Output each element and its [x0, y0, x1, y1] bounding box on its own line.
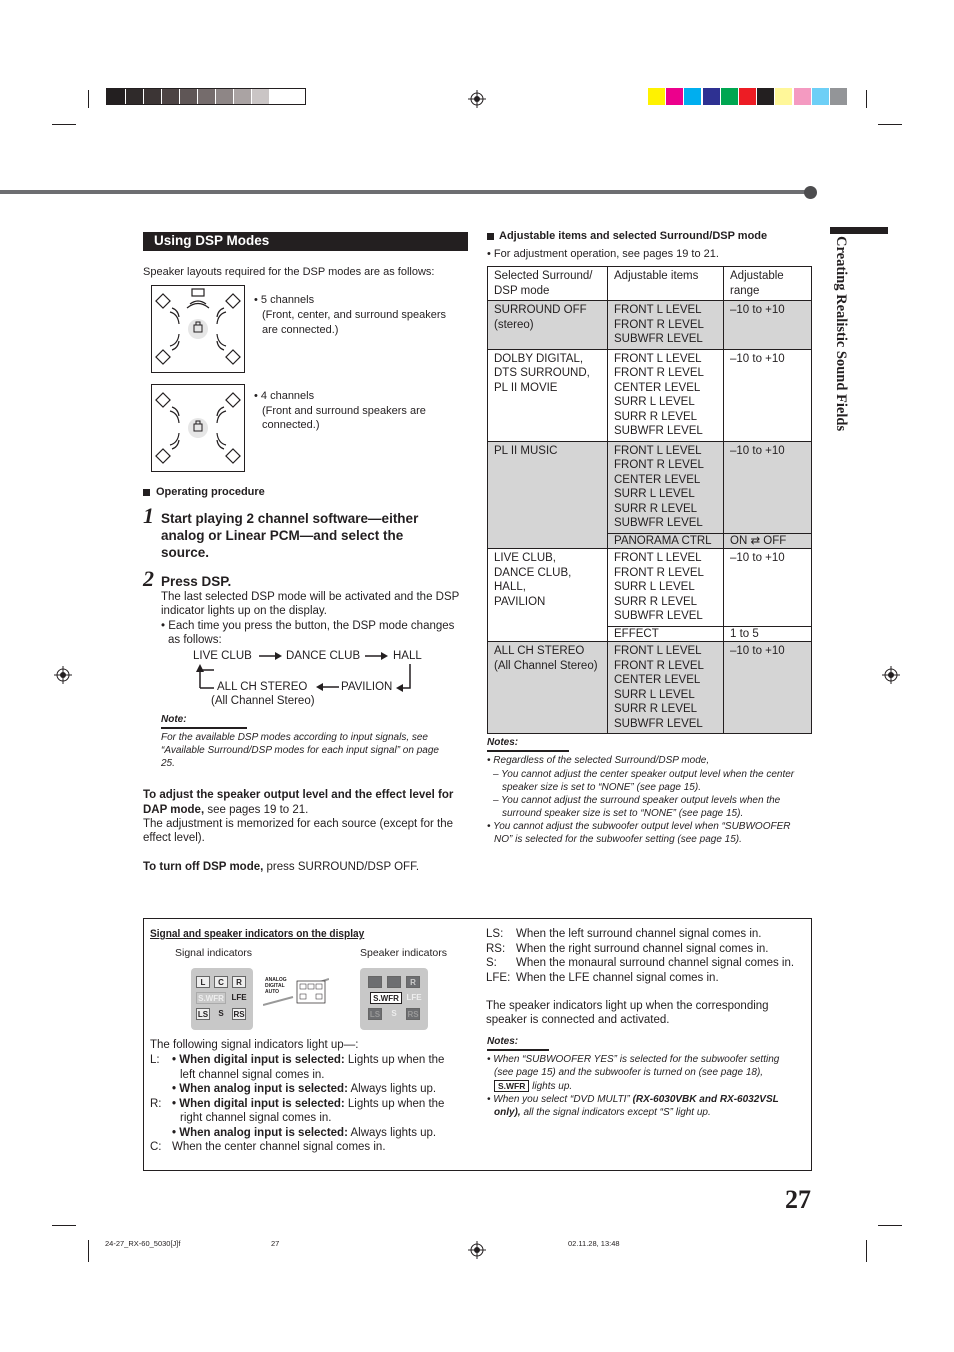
table-cell: 1 to 5 — [724, 626, 812, 642]
table-cell: FRONT L LEVEL FRONT R LEVEL CENTER LEVEL SURR L LEVEL SURR R LEVEL SUBWFR LEVEL — [608, 642, 724, 734]
signal-item-key: R: — [150, 1097, 162, 1110]
signal-right-key: LS: — [486, 928, 504, 940]
footer-date: 02.11.28, 13:48 — [568, 1239, 620, 1248]
crop-mark-tr-v — [866, 90, 867, 108]
color-swatch — [648, 88, 665, 105]
turnoff-bold: To turn off DSP mode, — [143, 861, 264, 873]
box-note-2b — [494, 1106, 711, 1119]
speaker-layout-5ch — [151, 285, 245, 373]
table-cell: FRONT L LEVEL FRONT R LEVEL CENTER LEVEL SURR L LEVEL SURR R LEVEL SUBWFR LEVEL — [608, 441, 724, 533]
signal-right-text: When the left surround channel signal comes in. — [516, 928, 762, 940]
turnoff-text — [143, 860, 419, 875]
box-note-1-end: lights up. — [529, 1081, 573, 1092]
table-note-7: NO” is selected for the subwoofer setting (see page 15). — [494, 834, 742, 845]
table-cell: ON ⇄ OFF — [724, 533, 812, 549]
cycle-arrow-2 — [365, 651, 389, 661]
crop-mark-bl-h — [52, 1225, 76, 1226]
color-swatch — [721, 88, 738, 105]
table-header-cell: Adjustable items — [608, 267, 724, 301]
adjust-heading-2-rest: see pages 19 to 21. — [204, 804, 309, 816]
table-cell: –10 to +10 — [724, 349, 812, 441]
cycle-arrow-return — [396, 664, 416, 694]
signal-item-cont: right channel signal comes in. — [180, 1112, 332, 1124]
table-notes-label: Notes: — [487, 737, 519, 748]
signal-indicators-label: Signal indicators — [175, 947, 253, 959]
table-heading-marker — [487, 233, 494, 240]
signal-item-text — [172, 1126, 436, 1141]
table-cell: ALL CH STEREO (All Channel Stereo) — [488, 642, 608, 734]
gray-swatch — [143, 89, 161, 104]
box-note-1b: (see page 15) and the subwoofer is turned on (see page 18), — [494, 1067, 764, 1078]
table-cell: FRONT L LEVEL FRONT R LEVEL SUBWFR LEVEL — [608, 301, 724, 350]
gray-swatch — [215, 89, 233, 104]
spk-ind-s: S — [391, 1009, 397, 1018]
table-cell: PANORAMA CTRL — [608, 533, 724, 549]
intro-text: Speaker layouts required for the DSP modes are as follows: — [143, 266, 435, 278]
box-note-2-start: • When you select “DVD MULTI” — [487, 1094, 633, 1105]
step-2-bullet-2: as follows: — [168, 634, 222, 646]
step-2-bullet-1: • Each time you press the button, the DSP mode changes — [161, 620, 455, 632]
header-rule — [0, 190, 812, 194]
table-note-1: • Regardless of the selected Surround/DSP mode, — [487, 755, 710, 766]
process-color-bar — [648, 88, 848, 105]
step-2-body-1: The last selected DSP mode will be activated and the DSP — [161, 591, 460, 603]
cycle-all-ch-stereo-sub: (All Channel Stereo) — [211, 695, 315, 707]
table-note-5: surround speaker size is set to “NONE” (see page 15). — [502, 808, 744, 819]
display-text: ANALOG DIGITAL AUTO — [265, 977, 287, 995]
spk-ind-rs: RS — [407, 1010, 419, 1019]
note-label: Note: — [161, 714, 187, 725]
table-header-row — [488, 267, 812, 301]
crop-mark-tl-v — [88, 90, 89, 108]
adjust-heading-1: To adjust the speaker output level and the effect level for — [143, 789, 454, 801]
box-note-2-model: (RX-6030VBK and RX-6032VSL — [632, 1094, 779, 1105]
signal-item-rest: Always lights up. — [347, 1083, 437, 1095]
side-title: Creating Realistic Sound Fields — [833, 236, 849, 432]
box-note-1c — [494, 1080, 572, 1093]
step-2-title: Press DSP. — [161, 574, 232, 589]
step-2-body-2: indicator lights up on the display. — [161, 605, 327, 617]
footer-file: 24-27_RX-60_5030[J]f — [105, 1239, 181, 1248]
signal-item-text — [172, 1082, 436, 1097]
swfr-badge: S.WFR — [494, 1080, 529, 1092]
table-cell: –10 to +10 — [724, 549, 812, 627]
ind-l: L — [196, 976, 210, 988]
box-note-2-only: only), — [494, 1107, 521, 1118]
color-swatch — [757, 88, 774, 105]
speaker-indicator-panel — [360, 968, 428, 1030]
table-note-4: – You cannot adjust the surround speaker output levels when the — [493, 795, 781, 806]
gray-swatch — [251, 89, 269, 104]
crop-mark-bl-v — [88, 1240, 89, 1262]
speaker-note-1: The speaker indicators light up when the corresponding — [486, 1000, 769, 1012]
adjust-heading-2 — [143, 803, 308, 818]
footer-page: 27 — [271, 1239, 280, 1248]
registration-mark-left — [54, 666, 72, 684]
registration-mark-right — [882, 666, 900, 684]
table-note-6: • You cannot adjust the subwoofer output level when “SUBWOOFER — [487, 821, 791, 832]
signal-item-text — [172, 1053, 444, 1068]
signal-item-key: L: — [150, 1054, 160, 1066]
cycle-arrow-1 — [259, 651, 283, 661]
table-cell: FRONT L LEVEL FRONT R LEVEL CENTER LEVEL SURR L LEVEL SURR R LEVEL SUBWFR LEVEL — [608, 349, 724, 441]
ind-lfe: LFE — [231, 993, 247, 1002]
cycle-pavilion: PAVILION — [341, 681, 393, 693]
lights-up-text: The following signal indicators light up—: — [150, 1039, 359, 1051]
table-cell: DOLBY DIGITAL, DTS SURROUND, PL II MOVIE — [488, 349, 608, 441]
signal-item-rest: When the center channel signal comes in. — [172, 1141, 386, 1153]
ind-c: C — [214, 976, 228, 988]
signal-right-key: LFE: — [486, 971, 511, 984]
section-title: Using DSP Modes — [143, 232, 468, 251]
gray-swatch — [233, 89, 251, 104]
table-cell: EFFECT — [608, 626, 724, 642]
signal-right-key: S: — [486, 957, 497, 969]
layout-5ch-bullet: • 5 channels — [254, 294, 315, 306]
signal-item-cont: left channel signal comes in. — [180, 1068, 325, 1081]
table-note-3: speaker size is set to “NONE” (see page 15). — [502, 782, 701, 793]
layout-4ch-desc-1: (Front and surround speakers are — [262, 405, 426, 417]
spk-ind-r: R — [406, 976, 420, 988]
box-note-1a: • When “SUBWOOFER YES” is selected for the subwoofer setting — [487, 1054, 780, 1065]
note-text-2: “Available Surround/DSP modes for each input signal” on page — [161, 745, 439, 756]
table-cell: SURROUND OFF (stereo) — [488, 301, 608, 350]
spk-ind-l: L — [368, 976, 382, 988]
note-text-3: 25. — [161, 758, 175, 769]
table-cell: –10 to +10 — [724, 441, 812, 533]
signal-right-text: When the LFE channel signal comes in. — [516, 971, 719, 984]
box-note-2a — [487, 1093, 779, 1106]
signal-right-text: When the right surround channel signal comes in. — [516, 942, 769, 955]
layout-4ch-bullet: • 4 channels — [254, 390, 315, 402]
color-swatch — [666, 88, 683, 105]
cycle-arrow-3 — [315, 682, 339, 692]
signal-item-rest: Lights up when the — [344, 1097, 445, 1110]
step-1-number: 1 — [143, 503, 154, 528]
header-rule-dot — [804, 186, 817, 199]
operating-procedure-heading: Operating procedure — [156, 486, 265, 498]
box-note-2-end: all the signal indicators except “S” light up. — [520, 1107, 711, 1118]
signal-item-text — [172, 1140, 386, 1155]
color-swatch — [794, 88, 811, 105]
adjust-body-2: effect level). — [143, 832, 205, 844]
step-1-line-3: source. — [161, 545, 210, 560]
table-cell: –10 to +10 — [724, 642, 812, 734]
layout-5ch-desc-2: are connected.) — [262, 324, 339, 336]
color-swatch — [739, 88, 756, 105]
table-cell: PL II MUSIC — [488, 441, 608, 549]
table-row — [488, 549, 812, 627]
gray-swatch — [197, 89, 215, 104]
signal-right-key: RS: — [486, 942, 506, 955]
spk-ind-lfe: LFE — [406, 993, 422, 1002]
turnoff-rest: press SURROUND/DSP OFF. — [263, 861, 420, 873]
color-swatch — [703, 88, 720, 105]
crop-mark-br-v — [866, 1240, 867, 1262]
speaker-note-2: speaker is connected and activated. — [486, 1014, 670, 1026]
cycle-arrow-back — [194, 664, 214, 692]
gray-swatch — [161, 89, 179, 104]
step-1-line-2: analog or Linear PCM—and select the — [161, 528, 404, 543]
table-row — [488, 441, 812, 533]
crop-mark-tr-h — [878, 124, 902, 125]
signal-heading: Signal and speaker indicators on the display — [150, 928, 365, 940]
table-header-cell: Selected Surround/ DSP mode — [488, 267, 608, 301]
side-tab — [830, 227, 888, 234]
gray-swatch — [125, 89, 143, 104]
layout-5ch-desc-1: (Front, center, and surround speakers — [262, 309, 447, 321]
table-notes-rule — [487, 750, 569, 752]
display-illustration — [263, 975, 329, 1007]
table-cell: –10 to +10 — [724, 301, 812, 350]
crop-mark-tl-h — [52, 124, 76, 125]
table-note-2: – You cannot adjust the center speaker output level when the center — [493, 769, 795, 780]
signal-item-bold: • When digital input is selected: — [172, 1097, 345, 1110]
table-header-cell: Adjustable range — [724, 267, 812, 301]
signal-item-bold: • When analog input is selected: — [172, 1083, 348, 1095]
adjust-heading-2-bold: DAP mode, — [143, 804, 205, 816]
layout-4ch-desc-2: connected.) — [262, 419, 320, 431]
signal-item-bold: • When analog input is selected: — [172, 1126, 348, 1139]
registration-mark-top — [468, 90, 486, 108]
table-row — [488, 642, 812, 734]
table-row — [488, 349, 812, 441]
page-number: 27 — [785, 1185, 811, 1214]
note-text-1: For the available DSP modes according to input signals, see — [161, 732, 428, 743]
cycle-dance-club: DANCE CLUB — [286, 650, 361, 662]
crop-mark-br-h — [878, 1225, 902, 1226]
gray-swatch — [179, 89, 197, 104]
table-heading: Adjustable items and selected Surround/DSP mode — [499, 230, 768, 242]
color-swatch — [830, 88, 847, 105]
step-1-line-1: Start playing 2 channel software—either — [161, 511, 419, 526]
signal-item-text — [172, 1097, 444, 1112]
color-swatch — [812, 88, 829, 105]
signal-right-text: When the monaural surround channel signal comes in. — [516, 957, 795, 969]
ind-s: S — [218, 1009, 224, 1018]
ind-r: R — [232, 976, 246, 988]
gray-swatch — [107, 89, 125, 104]
gray-color-bar — [106, 88, 306, 105]
dsp-adjust-table — [487, 266, 812, 734]
spk-ind-c: C — [387, 976, 401, 988]
cycle-all-ch-stereo: ALL CH STEREO — [217, 681, 308, 693]
adjust-body-1: The adjustment is memorized for each source (except for the — [143, 818, 454, 830]
signal-item-key: C: — [150, 1141, 162, 1153]
cycle-hall: HALL — [393, 650, 422, 662]
ind-ls: LS — [197, 1010, 209, 1019]
operating-procedure-marker — [143, 489, 150, 496]
signal-indicator-panel — [191, 968, 253, 1030]
step-2-number: 2 — [143, 566, 154, 591]
registration-mark-bottom — [468, 1241, 486, 1259]
spk-ind-swfr: S.WFR — [370, 992, 402, 1004]
color-swatch — [775, 88, 792, 105]
box-notes-rule — [487, 1049, 549, 1051]
gray-swatch — [269, 89, 287, 104]
speaker-indicators-label: Speaker indicators — [360, 947, 447, 959]
signal-item-rest: Lights up when the — [344, 1054, 445, 1066]
box-notes-label: Notes: — [487, 1036, 519, 1047]
color-swatch — [684, 88, 701, 105]
speaker-layout-4ch — [151, 384, 245, 472]
note-rule — [161, 727, 247, 729]
signal-item-rest: Always lights up. — [347, 1126, 437, 1139]
table-cell: FRONT L LEVEL FRONT R LEVEL SURR L LEVEL SURR R LEVEL SUBWFR LEVEL — [608, 549, 724, 627]
table-subtext: • For adjustment operation, see pages 19 to 21. — [487, 248, 719, 260]
signal-item-bold: • When digital input is selected: — [172, 1054, 345, 1066]
table-row — [488, 301, 812, 350]
ind-swfr: S.WFR — [196, 992, 226, 1004]
table-cell: LIVE CLUB, DANCE CLUB, HALL, PAVILION — [488, 549, 608, 642]
cycle-live-club: LIVE CLUB — [193, 650, 252, 662]
ind-rs: RS — [233, 1010, 245, 1019]
spk-ind-ls: LS — [369, 1010, 381, 1019]
